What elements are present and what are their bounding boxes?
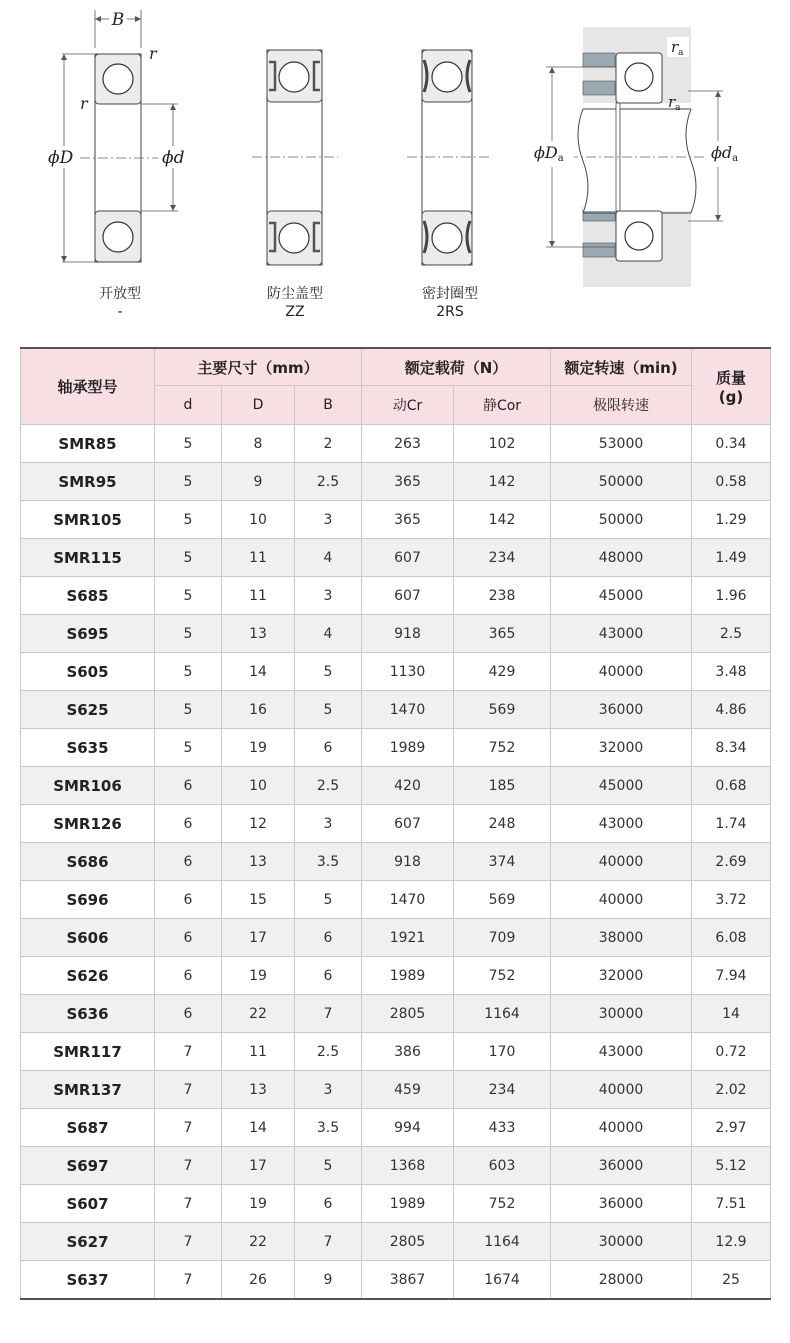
cell-cor: 248	[454, 805, 551, 843]
cell-model: S686	[21, 843, 155, 881]
cell-mass: 4.86	[692, 691, 771, 729]
cell-limit-speed: 40000	[551, 843, 692, 881]
cell-outer-d: 12	[222, 805, 295, 843]
label-shaft-dia-sub: a	[732, 153, 739, 164]
cell-limit-speed: 38000	[551, 919, 692, 957]
cell-cr: 918	[362, 615, 454, 653]
cell-b: 5	[295, 653, 362, 691]
table-row	[21, 995, 771, 1033]
table-row	[21, 691, 771, 729]
label-shaft-radius: r	[668, 93, 676, 111]
table-row	[21, 1185, 771, 1223]
cell-cr: 1470	[362, 691, 454, 729]
cell-cor: 433	[454, 1109, 551, 1147]
header-dimensions: 主要尺寸（mm）	[155, 348, 362, 386]
caption-open	[70, 285, 170, 321]
table-row	[21, 881, 771, 919]
table-row	[21, 1223, 771, 1261]
cell-mass: 25	[692, 1261, 771, 1300]
cell-outer-d: 8	[222, 425, 295, 463]
cell-limit-speed: 30000	[551, 1223, 692, 1261]
cell-model: S637	[21, 1261, 155, 1300]
cell-d: 5	[155, 653, 222, 691]
cell-d: 5	[155, 577, 222, 615]
table-row	[21, 463, 771, 501]
cell-cor: 102	[454, 425, 551, 463]
table-row	[21, 539, 771, 577]
cell-b: 6	[295, 1185, 362, 1223]
cell-d: 5	[155, 615, 222, 653]
cell-mass: 3.72	[692, 881, 771, 919]
caption-sealed-code: 2RS	[436, 304, 464, 320]
header-cor: 静Cor	[454, 386, 551, 425]
cell-d: 5	[155, 691, 222, 729]
cell-model: S696	[21, 881, 155, 919]
cell-limit-speed: 28000	[551, 1261, 692, 1300]
table-row	[21, 615, 771, 653]
cell-cr: 918	[362, 843, 454, 881]
label-housing-dia-sub: a	[557, 153, 564, 164]
cell-b: 4	[295, 539, 362, 577]
table-row	[21, 919, 771, 957]
cell-outer-d: 16	[222, 691, 295, 729]
cell-mass: 5.12	[692, 1147, 771, 1185]
cell-mass: 2.5	[692, 615, 771, 653]
cell-d: 5	[155, 463, 222, 501]
cell-model: S687	[21, 1109, 155, 1147]
label-shaft-dia: ϕd	[711, 143, 733, 162]
cell-outer-d: 19	[222, 729, 295, 767]
cell-cr: 1989	[362, 729, 454, 767]
shielded-bearing-diagram	[250, 48, 340, 268]
cell-outer-d: 19	[222, 957, 295, 995]
cell-outer-d: 10	[222, 767, 295, 805]
cell-mass: 6.08	[692, 919, 771, 957]
table-row	[21, 1261, 771, 1300]
cell-b: 6	[295, 919, 362, 957]
cell-d: 7	[155, 1033, 222, 1071]
cell-b: 3	[295, 805, 362, 843]
cell-outer-d: 26	[222, 1261, 295, 1300]
table-row	[21, 957, 771, 995]
cell-cor: 1164	[454, 1223, 551, 1261]
cell-model: S607	[21, 1185, 155, 1223]
cell-model: SMR85	[21, 425, 155, 463]
cell-limit-speed: 36000	[551, 1147, 692, 1185]
header-load: 额定载荷（N）	[362, 348, 551, 386]
cell-limit-speed: 40000	[551, 653, 692, 691]
cell-cor: 752	[454, 729, 551, 767]
cell-mass: 12.9	[692, 1223, 771, 1261]
cell-cor: 429	[454, 653, 551, 691]
cell-d: 7	[155, 1185, 222, 1223]
cell-outer-d: 15	[222, 881, 295, 919]
cell-model: S685	[21, 577, 155, 615]
sealed-bearing-diagram	[405, 48, 495, 268]
cell-outer-d: 14	[222, 1109, 295, 1147]
cell-outer-d: 14	[222, 653, 295, 691]
cell-limit-speed: 40000	[551, 1071, 692, 1109]
header-cr: 动Cr	[362, 386, 454, 425]
cell-b: 4	[295, 615, 362, 653]
cell-b: 3	[295, 501, 362, 539]
cell-cor: 234	[454, 1071, 551, 1109]
cell-b: 3.5	[295, 1109, 362, 1147]
cell-b: 6	[295, 729, 362, 767]
cell-mass: 7.94	[692, 957, 771, 995]
cell-d: 6	[155, 805, 222, 843]
cell-d: 7	[155, 1109, 222, 1147]
cell-d: 7	[155, 1147, 222, 1185]
cell-outer-d: 10	[222, 501, 295, 539]
cell-cr: 365	[362, 463, 454, 501]
table-row	[21, 729, 771, 767]
table-row	[21, 425, 771, 463]
cell-limit-speed: 40000	[551, 881, 692, 919]
cell-b: 3.5	[295, 843, 362, 881]
cell-cor: 142	[454, 463, 551, 501]
table-row	[21, 1109, 771, 1147]
cell-cr: 365	[362, 501, 454, 539]
cell-cor: 752	[454, 957, 551, 995]
cell-d: 7	[155, 1223, 222, 1261]
cell-mass: 1.74	[692, 805, 771, 843]
cell-d: 5	[155, 729, 222, 767]
header-outer-d: D	[222, 386, 295, 425]
cell-b: 2.5	[295, 767, 362, 805]
cell-b: 5	[295, 691, 362, 729]
cell-limit-speed: 36000	[551, 1185, 692, 1223]
cell-cor: 365	[454, 615, 551, 653]
cell-cr: 1130	[362, 653, 454, 691]
mounting-diagram	[528, 25, 758, 290]
cell-b: 5	[295, 881, 362, 919]
cell-cr: 386	[362, 1033, 454, 1071]
table-row	[21, 577, 771, 615]
table-row	[21, 805, 771, 843]
cell-cor: 185	[454, 767, 551, 805]
cell-d: 5	[155, 539, 222, 577]
cell-d: 7	[155, 1071, 222, 1109]
cell-limit-speed: 43000	[551, 615, 692, 653]
cell-limit-speed: 43000	[551, 1033, 692, 1071]
cell-cr: 1989	[362, 957, 454, 995]
cell-cor: 569	[454, 691, 551, 729]
cell-limit-speed: 43000	[551, 805, 692, 843]
table-row	[21, 501, 771, 539]
cell-mass: 2.97	[692, 1109, 771, 1147]
cell-cor: 374	[454, 843, 551, 881]
cell-b: 2.5	[295, 1033, 362, 1071]
cell-b: 9	[295, 1261, 362, 1300]
cell-outer-d: 11	[222, 539, 295, 577]
cell-limit-speed: 50000	[551, 501, 692, 539]
cell-cr: 1368	[362, 1147, 454, 1185]
cell-outer-d: 9	[222, 463, 295, 501]
cell-outer-d: 22	[222, 995, 295, 1033]
cell-outer-d: 11	[222, 577, 295, 615]
caption-open-code: -	[117, 304, 123, 320]
open-bearing-diagram	[40, 8, 200, 278]
cell-mass: 1.49	[692, 539, 771, 577]
header-mass-line2: (g)	[718, 388, 744, 406]
table-row	[21, 1033, 771, 1071]
header-mass-line1: 质量	[716, 369, 747, 387]
cell-model: S605	[21, 653, 155, 691]
cell-mass: 3.48	[692, 653, 771, 691]
cell-limit-speed: 32000	[551, 729, 692, 767]
cell-mass: 0.34	[692, 425, 771, 463]
cell-b: 2	[295, 425, 362, 463]
caption-shielded-code: ZZ	[285, 304, 305, 320]
cell-cr: 994	[362, 1109, 454, 1147]
cell-d: 7	[155, 1261, 222, 1300]
cell-model: SMR95	[21, 463, 155, 501]
cell-mass: 2.02	[692, 1071, 771, 1109]
label-housing-dia: ϕD	[534, 143, 558, 162]
cell-limit-speed: 50000	[551, 463, 692, 501]
table-body	[21, 425, 771, 1300]
header-model: 轴承型号	[21, 348, 155, 425]
cell-cr: 1470	[362, 881, 454, 919]
cell-cor: 1164	[454, 995, 551, 1033]
cell-limit-speed: 30000	[551, 995, 692, 1033]
cell-outer-d: 22	[222, 1223, 295, 1261]
cell-cor: 142	[454, 501, 551, 539]
label-outer-dia: ϕD	[48, 148, 74, 168]
header-d: d	[155, 386, 222, 425]
cell-b: 3	[295, 577, 362, 615]
header-limit-speed: 极限转速	[551, 386, 692, 425]
cell-d: 6	[155, 957, 222, 995]
cell-cr: 607	[362, 539, 454, 577]
cell-cor: 709	[454, 919, 551, 957]
header-b: B	[295, 386, 362, 425]
cell-model: S636	[21, 995, 155, 1033]
cell-cr: 2805	[362, 995, 454, 1033]
cell-model: S627	[21, 1223, 155, 1261]
cell-model: S697	[21, 1147, 155, 1185]
header-mass	[692, 348, 771, 425]
cell-cor: 1674	[454, 1261, 551, 1300]
cell-limit-speed: 45000	[551, 577, 692, 615]
cell-model: S626	[21, 957, 155, 995]
cell-outer-d: 19	[222, 1185, 295, 1223]
cell-mass: 14	[692, 995, 771, 1033]
cell-mass: 0.58	[692, 463, 771, 501]
cell-cor: 603	[454, 1147, 551, 1185]
cell-outer-d: 17	[222, 919, 295, 957]
cell-model: SMR106	[21, 767, 155, 805]
cell-cr: 1921	[362, 919, 454, 957]
cell-b: 3	[295, 1071, 362, 1109]
cell-cr: 263	[362, 425, 454, 463]
cell-b: 6	[295, 957, 362, 995]
cell-b: 2.5	[295, 463, 362, 501]
cell-mass: 1.29	[692, 501, 771, 539]
cell-outer-d: 13	[222, 615, 295, 653]
cell-d: 5	[155, 501, 222, 539]
cell-mass: 7.51	[692, 1185, 771, 1223]
table-row	[21, 1147, 771, 1185]
cell-outer-d: 13	[222, 1071, 295, 1109]
cell-outer-d: 17	[222, 1147, 295, 1185]
cell-mass: 1.96	[692, 577, 771, 615]
cell-model: SMR137	[21, 1071, 155, 1109]
cell-cr: 3867	[362, 1261, 454, 1300]
cell-cor: 170	[454, 1033, 551, 1071]
label-housing-radius-sub: a	[678, 48, 684, 58]
cell-model: SMR115	[21, 539, 155, 577]
cell-cr: 607	[362, 577, 454, 615]
label-housing-radius: r	[671, 38, 679, 56]
cell-limit-speed: 32000	[551, 957, 692, 995]
cell-model: SMR117	[21, 1033, 155, 1071]
cell-outer-d: 13	[222, 843, 295, 881]
cell-limit-speed: 40000	[551, 1109, 692, 1147]
cell-model: SMR126	[21, 805, 155, 843]
cell-limit-speed: 53000	[551, 425, 692, 463]
cell-d: 6	[155, 919, 222, 957]
label-inner-dia: ϕd	[162, 148, 185, 168]
caption-shielded	[245, 285, 345, 321]
cell-outer-d: 11	[222, 1033, 295, 1071]
cell-b: 5	[295, 1147, 362, 1185]
caption-sealed-name: 密封圈型	[422, 286, 478, 302]
cell-mass: 8.34	[692, 729, 771, 767]
cell-cr: 459	[362, 1071, 454, 1109]
cell-model: S635	[21, 729, 155, 767]
table-row	[21, 767, 771, 805]
cell-model: S606	[21, 919, 155, 957]
cell-cr: 1989	[362, 1185, 454, 1223]
cell-cor: 238	[454, 577, 551, 615]
cell-cr: 420	[362, 767, 454, 805]
cell-b: 7	[295, 1223, 362, 1261]
cell-d: 6	[155, 881, 222, 919]
cell-mass: 2.69	[692, 843, 771, 881]
table-row	[21, 1071, 771, 1109]
cell-limit-speed: 48000	[551, 539, 692, 577]
cell-mass: 0.68	[692, 767, 771, 805]
cell-d: 6	[155, 767, 222, 805]
cell-model: S695	[21, 615, 155, 653]
label-b: B	[111, 10, 125, 30]
cell-cor: 234	[454, 539, 551, 577]
cell-d: 5	[155, 425, 222, 463]
cell-cor: 752	[454, 1185, 551, 1223]
cell-d: 6	[155, 995, 222, 1033]
label-shaft-radius-sub: a	[675, 103, 681, 113]
cell-cor: 569	[454, 881, 551, 919]
cell-d: 6	[155, 843, 222, 881]
cell-b: 7	[295, 995, 362, 1033]
label-r-top: r	[149, 44, 157, 63]
cell-mass: 0.72	[692, 1033, 771, 1071]
caption-shielded-name: 防尘盖型	[267, 286, 323, 302]
cell-limit-speed: 45000	[551, 767, 692, 805]
table-row	[21, 653, 771, 691]
cell-model: S625	[21, 691, 155, 729]
cell-model: SMR105	[21, 501, 155, 539]
cell-cr: 607	[362, 805, 454, 843]
cell-limit-speed: 36000	[551, 691, 692, 729]
table-row	[21, 843, 771, 881]
header-speed: 额定转速（min)	[551, 348, 692, 386]
caption-sealed	[400, 285, 500, 321]
label-r-side: r	[80, 94, 88, 113]
bearing-spec-table	[20, 347, 771, 1300]
cell-cr: 2805	[362, 1223, 454, 1261]
caption-open-name: 开放型	[99, 286, 141, 302]
